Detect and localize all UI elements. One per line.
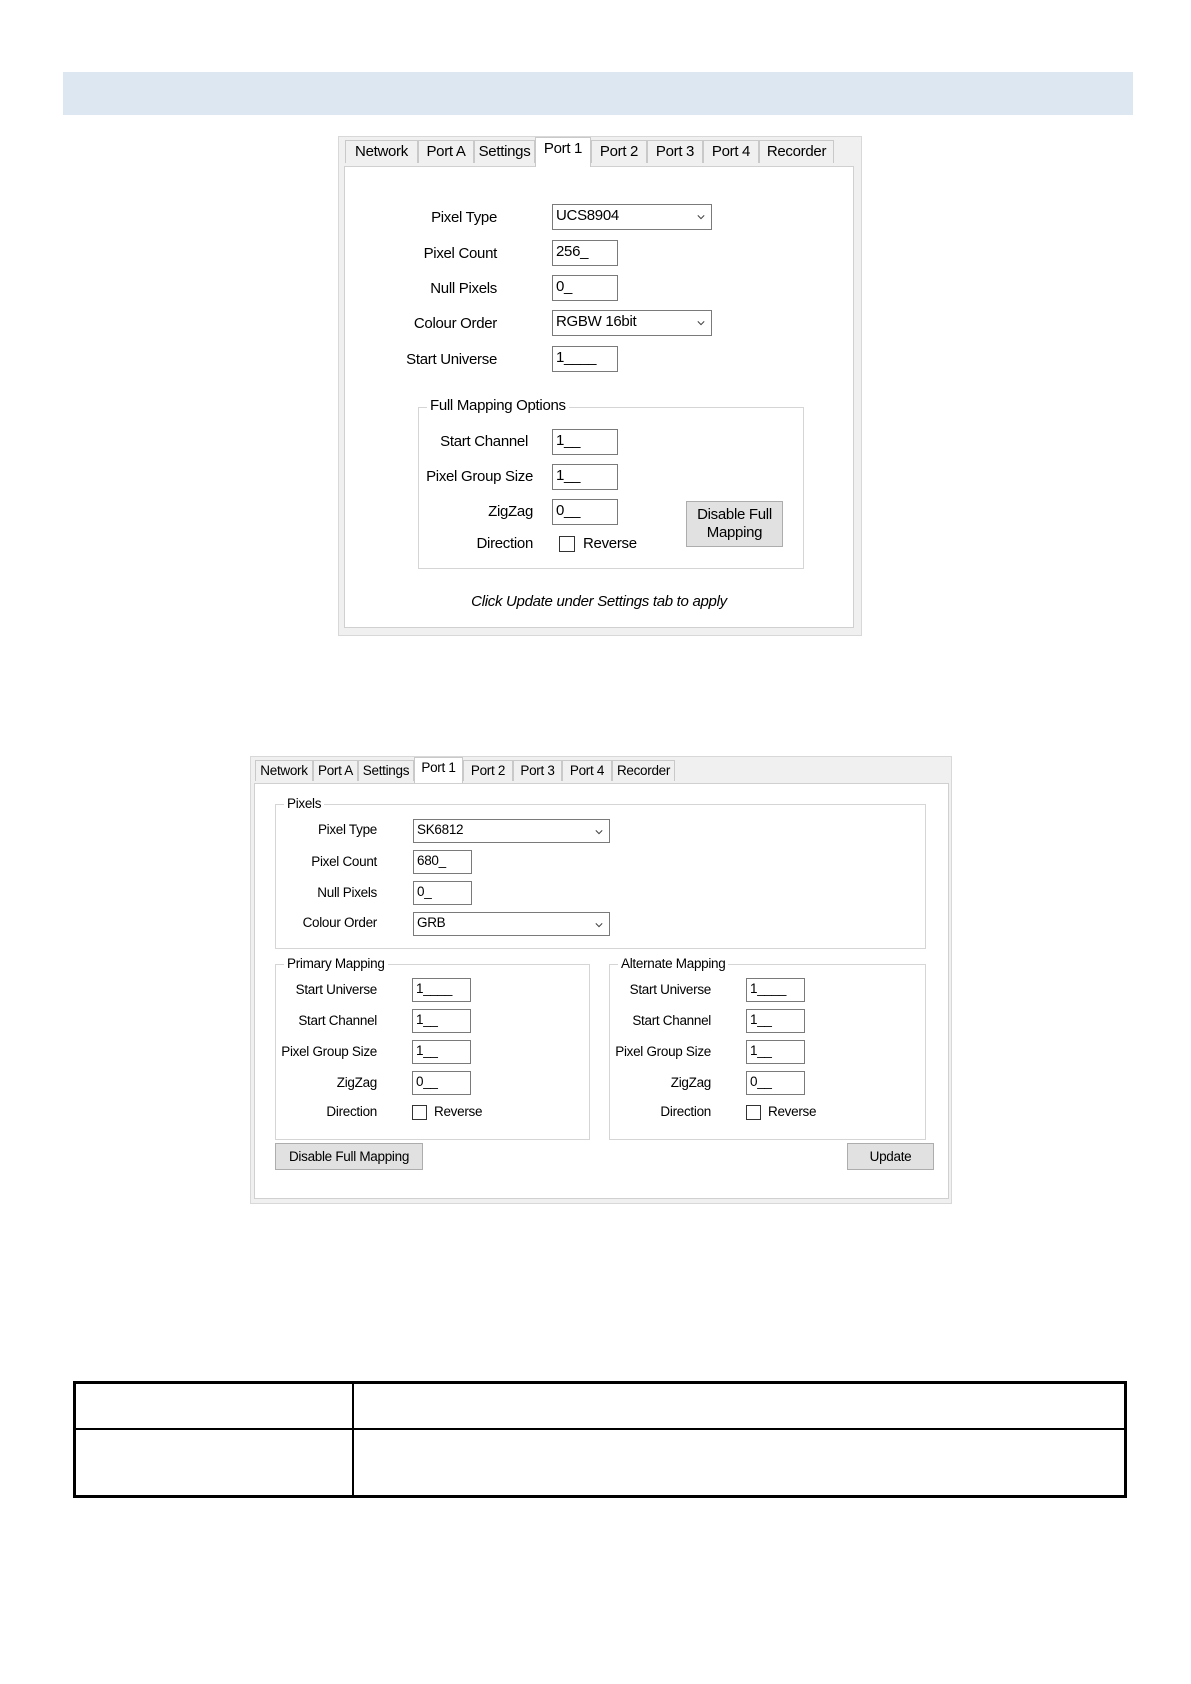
alternate-reverse-checkbox[interactable]: [746, 1105, 761, 1120]
apply-instructions-note: Click Update under Settings tab to apply: [471, 593, 727, 610]
primary-mapping-title: Primary Mapping: [284, 956, 388, 971]
pixel-group-size-label: Pixel Group Size: [615, 1044, 711, 1059]
pixel-group-size-label: Pixel Group Size: [426, 468, 533, 485]
primary-start-channel-input[interactable]: 1__: [412, 1009, 471, 1033]
tab-network[interactable]: Network: [345, 140, 418, 163]
pixel-type-select[interactable]: UCS8904: [552, 204, 712, 230]
direction-label: Direction: [660, 1104, 711, 1119]
colour-order-label: Colour Order: [302, 915, 377, 930]
primary-pixel-group-size-input[interactable]: 1__: [412, 1040, 471, 1064]
primary-zigzag-input[interactable]: 0__: [412, 1071, 471, 1095]
colour-order-label: Colour Order: [413, 315, 497, 332]
alternate-start-channel-input[interactable]: 1__: [746, 1009, 805, 1033]
reverse-label: Reverse: [583, 535, 637, 552]
disable-full-mapping-button[interactable]: Disable Full Mapping: [275, 1143, 423, 1170]
null-pixels-label: Null Pixels: [430, 280, 497, 297]
tab-port-2[interactable]: Port 2: [463, 760, 513, 781]
pixel-count-label: Pixel Count: [311, 854, 377, 869]
pixel-type-label: Pixel Type: [431, 209, 497, 226]
start-universe-label: Start Universe: [629, 982, 711, 997]
zigzag-label: ZigZag: [488, 503, 533, 520]
chevron-down-icon: [595, 828, 603, 836]
direction-label: Direction: [476, 535, 533, 552]
start-channel-label: Start Channel: [298, 1013, 377, 1028]
full-mapping-group: [418, 397, 804, 569]
chevron-down-icon: [697, 319, 705, 327]
chevron-down-icon: [697, 213, 705, 221]
port-settings-dialog-old: [338, 136, 862, 636]
reverse-checkbox[interactable]: [559, 536, 575, 552]
tab-port-3[interactable]: Port 3: [647, 140, 703, 163]
full-mapping-title: Full Mapping Options: [427, 397, 569, 414]
tab-settings[interactable]: Settings: [474, 140, 535, 163]
alternate-pixel-group-size-input[interactable]: 1__: [746, 1040, 805, 1064]
tab-port-4[interactable]: Port 4: [703, 140, 759, 163]
tab-port-4[interactable]: Port 4: [562, 760, 612, 781]
colour-order-select[interactable]: RGBW 16bit: [552, 310, 712, 336]
null-pixels-input[interactable]: 0_: [552, 275, 618, 301]
tab-network[interactable]: Network: [255, 760, 313, 781]
tab-port-2[interactable]: Port 2: [591, 140, 647, 163]
disable-full-mapping-button[interactable]: Disable Full Mapping: [686, 501, 783, 547]
alternate-mapping-group: [609, 956, 926, 1140]
tab-settings[interactable]: Settings: [358, 760, 414, 781]
start-universe-label: Start Universe: [406, 351, 497, 368]
tab-recorder[interactable]: Recorder: [759, 140, 834, 163]
pixel-count-input[interactable]: 256_: [552, 240, 618, 266]
primary-start-universe-input[interactable]: 1____: [412, 978, 471, 1002]
tab-port-1[interactable]: Port 1: [414, 757, 463, 783]
start-universe-label: Start Universe: [295, 982, 377, 997]
pixels-group: [275, 796, 926, 949]
empty-table: [73, 1381, 1127, 1498]
primary-reverse-checkbox[interactable]: [412, 1105, 427, 1120]
pixel-count-input[interactable]: 680_: [413, 850, 472, 874]
pixel-group-size-label: Pixel Group Size: [281, 1044, 377, 1059]
tab-recorder[interactable]: Recorder: [612, 760, 675, 781]
reverse-label: Reverse: [768, 1104, 817, 1119]
tab-port-1[interactable]: Port 1: [535, 137, 591, 167]
primary-mapping-group: [275, 956, 590, 1140]
chevron-down-icon: [595, 921, 603, 929]
colour-order-select[interactable]: GRB: [413, 912, 610, 936]
zigzag-label: ZigZag: [670, 1075, 711, 1090]
direction-label: Direction: [326, 1104, 377, 1119]
null-pixels-input[interactable]: 0_: [413, 881, 472, 905]
update-button[interactable]: Update: [847, 1143, 934, 1170]
tab-port-a[interactable]: Port A: [418, 140, 474, 163]
start-channel-label: Start Channel: [440, 433, 528, 450]
start-universe-input[interactable]: 1____: [552, 346, 618, 372]
reverse-label: Reverse: [434, 1104, 483, 1119]
alternate-mapping-title: Alternate Mapping: [618, 956, 728, 971]
alternate-start-universe-input[interactable]: 1____: [746, 978, 805, 1002]
tab-port-3[interactable]: Port 3: [513, 760, 562, 781]
pixel-type-select[interactable]: SK6812: [413, 819, 610, 843]
null-pixels-label: Null Pixels: [317, 885, 377, 900]
tab-port-a[interactable]: Port A: [313, 760, 358, 781]
zigzag-input[interactable]: 0__: [552, 499, 618, 525]
tab-content-panel: [254, 783, 949, 1199]
zigzag-label: ZigZag: [336, 1075, 377, 1090]
tab-content-panel: [344, 166, 854, 628]
table-row-divider: [76, 1428, 1124, 1430]
port-settings-dialog-new: [250, 756, 952, 1204]
start-channel-input[interactable]: 1__: [552, 429, 618, 455]
start-channel-label: Start Channel: [632, 1013, 711, 1028]
pixel-group-size-input[interactable]: 1__: [552, 464, 618, 490]
pixel-type-label: Pixel Type: [317, 822, 377, 837]
section-banner: [63, 72, 1133, 115]
table-column-divider: [352, 1384, 354, 1495]
pixel-count-label: Pixel Count: [423, 245, 497, 262]
pixels-title: Pixels: [284, 796, 324, 811]
alternate-zigzag-input[interactable]: 0__: [746, 1071, 805, 1095]
